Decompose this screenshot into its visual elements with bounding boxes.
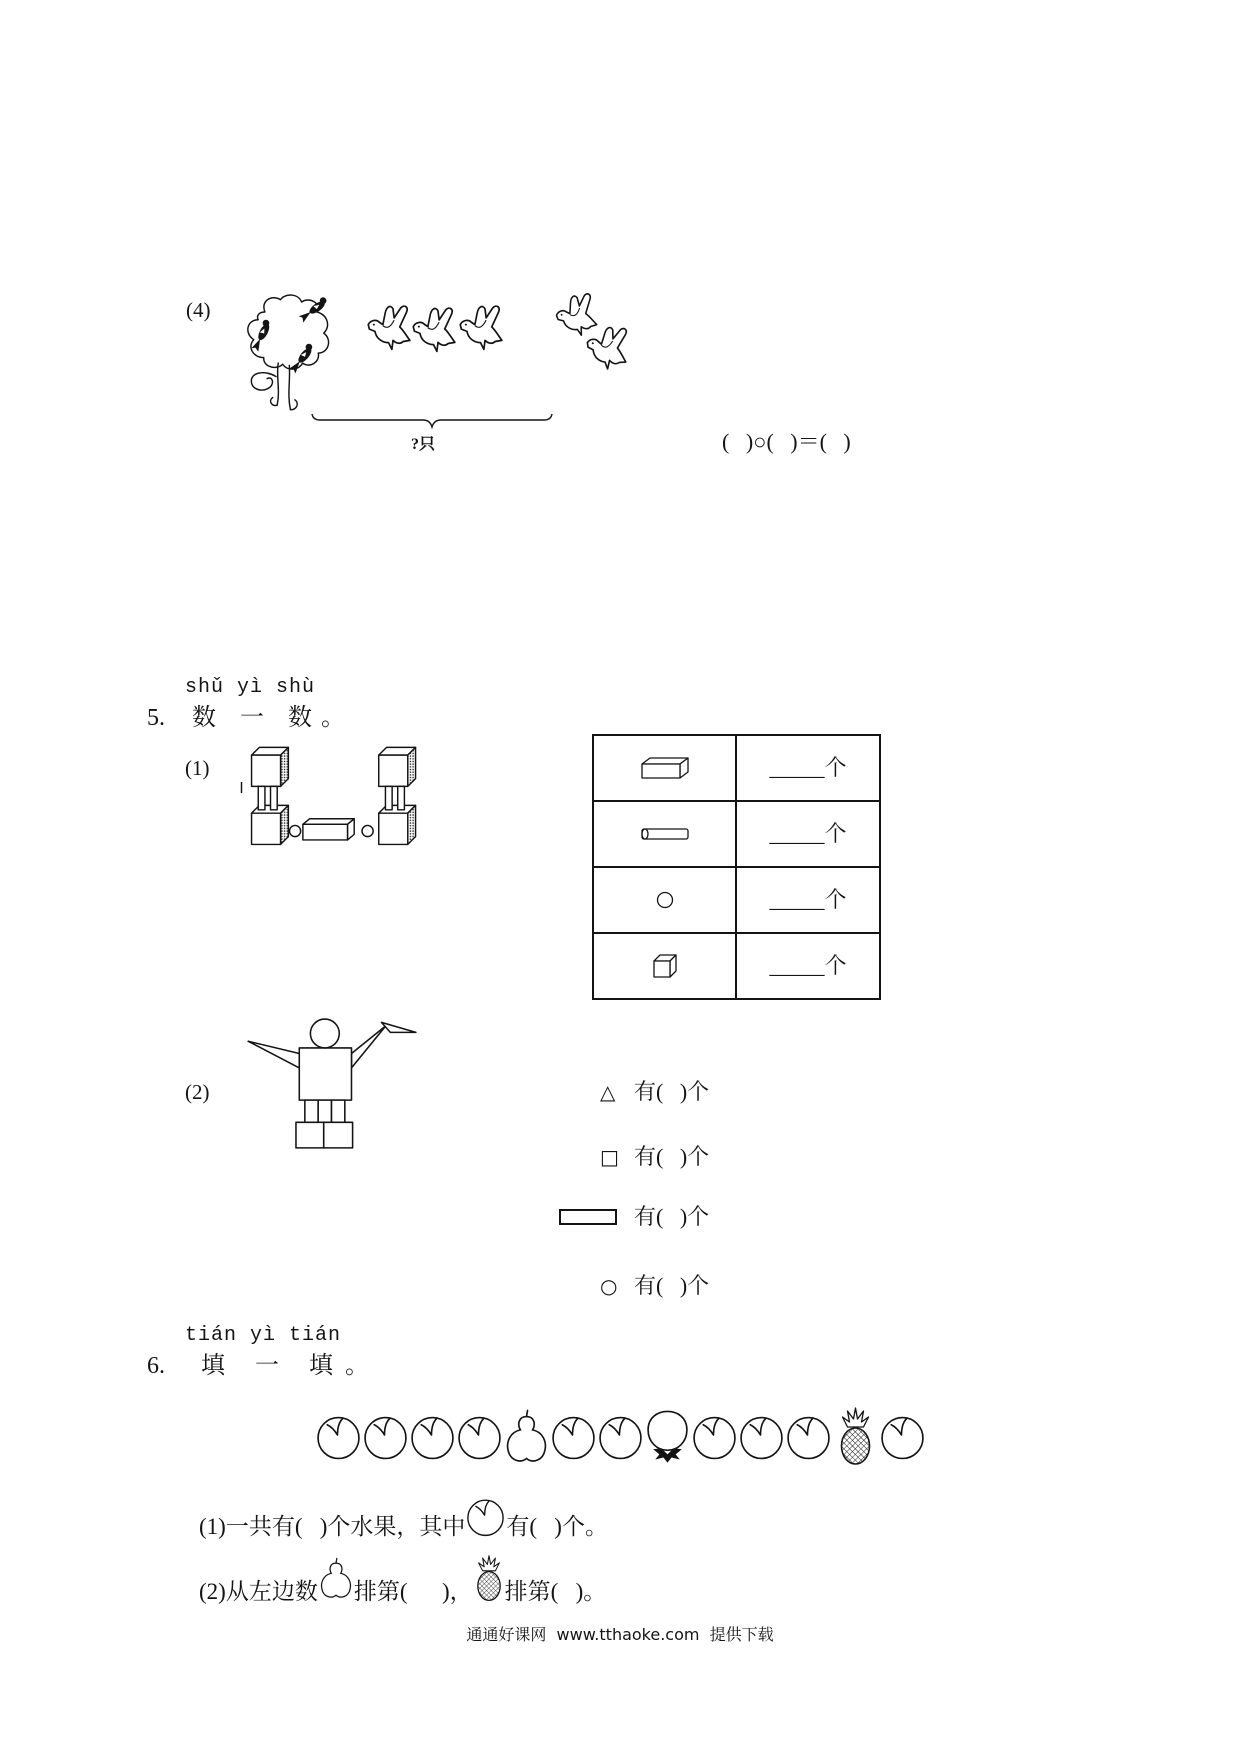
count-blank: 有( )个: [634, 1144, 710, 1169]
question6-pinyin: tián yì tián: [185, 1324, 342, 1347]
dove-icon: [366, 302, 411, 354]
table-row: [594, 736, 879, 800]
apple-icon: [362, 1406, 409, 1466]
dove-icon: [411, 304, 456, 356]
cube-shape: [379, 747, 416, 786]
answer-blank: _____个: [769, 887, 847, 912]
foot-square: [324, 1122, 353, 1148]
question6-heading: [147, 1354, 381, 1378]
cube-icon: [652, 953, 678, 979]
count-blank: 有( )个: [634, 1204, 710, 1229]
table-answer-cell: [737, 802, 879, 866]
table-icon-cell: [594, 736, 737, 800]
flag-triangle: [381, 1022, 415, 1032]
apple-icon: [879, 1406, 926, 1466]
question6-line2: [199, 1553, 606, 1603]
square-count-item: [600, 1144, 709, 1170]
count-blank: 有( )个: [634, 1273, 710, 1298]
cube-shape: [379, 805, 416, 844]
question5-pinyin: shǔ yì shù: [185, 676, 316, 699]
answer-blank: _____个: [769, 755, 847, 780]
fruit-row: [315, 1404, 929, 1466]
question4-label: (4): [186, 298, 211, 322]
footer-source: 通通好课网 www.tthaoke.com 提供下载: [466, 1625, 774, 1644]
triangle-count-item: [600, 1079, 709, 1105]
table-answer-cell: [737, 868, 879, 932]
triangle-icon: △: [600, 1080, 616, 1104]
table-answer-cell: [737, 736, 879, 800]
rectangle-icon: [559, 1209, 617, 1225]
answer-blank: _____个: [769, 953, 847, 978]
sphere-icon: [656, 891, 674, 909]
apple-icon: [550, 1406, 597, 1466]
table-row: [594, 932, 879, 998]
tree-trunk: [251, 363, 297, 410]
robot-figure: [246, 1019, 417, 1149]
strawberry-icon: [644, 1406, 691, 1466]
question-title: 填 一 填。: [201, 1353, 381, 1379]
apple-icon: [409, 1406, 456, 1466]
tree-with-birds-figure: [238, 292, 334, 412]
cube-shape: [252, 805, 289, 844]
circle-count-item: [600, 1273, 709, 1299]
question5-heading: [147, 706, 354, 730]
block-building-figure: [240, 744, 426, 850]
table-icon-cell: [594, 868, 737, 932]
foot-square: [296, 1122, 324, 1148]
dove-icon: [458, 302, 503, 354]
line1-text-before: (1)一共有( )个水果，其中: [199, 1514, 466, 1539]
count-blank: 有( )个: [634, 1079, 710, 1104]
brace-label: ?只: [411, 436, 436, 453]
question-title: 数 一 数。: [192, 705, 354, 731]
apple-icon: [785, 1406, 832, 1466]
cylinder-icon: [639, 827, 691, 841]
cube-shape: [252, 747, 289, 786]
apple-icon: [465, 1494, 506, 1538]
table-icon-cell: [594, 934, 737, 998]
apple-icon: [691, 1406, 738, 1466]
leg-rectangle: [305, 1100, 318, 1122]
line2-text-before: (2)从左边数: [199, 1579, 318, 1604]
circle-icon: ○: [600, 1274, 618, 1298]
question-number: 5.: [147, 705, 165, 731]
body-square: [299, 1048, 351, 1100]
right-arm-triangle: [351, 1026, 385, 1068]
line2-text-after: 排第( )。: [504, 1579, 607, 1604]
apple-icon: [738, 1406, 785, 1466]
apple-icon: [315, 1406, 362, 1466]
leg-rectangle: [318, 1100, 331, 1122]
table-row: [594, 800, 879, 866]
rectangle-count-item: [559, 1204, 709, 1230]
apple-icon: [456, 1406, 503, 1466]
table-answer-cell: [737, 934, 879, 998]
left-arm-triangle: [248, 1041, 299, 1068]
count-table: [592, 734, 881, 1000]
part1-label: (1): [185, 756, 210, 780]
answer-blank: _____个: [769, 821, 847, 846]
cuboid-icon: [640, 756, 690, 780]
question-number: 6.: [147, 1353, 165, 1379]
line2-text-middle: 排第( )，: [353, 1579, 473, 1604]
line1-text-after: 有( )个。: [506, 1514, 608, 1539]
sphere-shape: [289, 825, 300, 836]
pear-icon: [318, 1553, 354, 1603]
head-circle: [310, 1019, 339, 1048]
question6-line1: [199, 1494, 608, 1538]
leg-rectangle: [332, 1100, 345, 1122]
brace: [311, 413, 553, 429]
sphere-shape: [362, 825, 373, 836]
part2-label: (2): [185, 1080, 210, 1104]
dove-icon: [581, 321, 633, 376]
table-row: [594, 866, 879, 932]
pineapple-icon: [832, 1406, 879, 1466]
equation-blank: ( )○( )＝( ): [722, 429, 851, 454]
square-icon: □: [600, 1145, 619, 1169]
table-icon-cell: [594, 802, 737, 866]
pineapple-icon: [473, 1553, 505, 1603]
cuboid-shape: [303, 819, 354, 840]
apple-icon: [597, 1406, 644, 1466]
pear-icon: [503, 1406, 550, 1466]
